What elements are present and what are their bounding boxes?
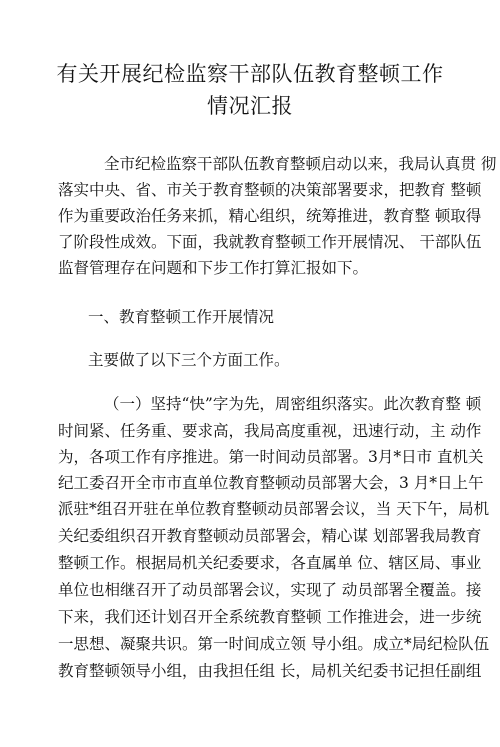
paragraph-line: （一）坚持“快”字为先，周密组织落实。此次教育整 顿 <box>104 395 482 413</box>
paragraph-line: 时间紧、任务重、要求高，我局高度重视，迅速行动，主 动作 <box>58 422 482 440</box>
section-summary: 主要做了以下三个方面工作。 <box>88 351 290 369</box>
paragraph-line: 整顿工作。根据局机关纪委要求，各直属单 位、辖区局、事业 <box>58 554 482 572</box>
paragraph-line: 了阶段性成效。下面，我就教育整顿工作开展情况、 干部队伍 <box>58 233 482 251</box>
paragraph-line: 监督管理存在问题和下步工作打算汇报如下。 <box>58 259 369 277</box>
paragraph-line: 全市纪检监察干部队伍教育整顿启动以来，我局认真贯 彻 <box>104 155 497 173</box>
paragraph-line: 落实中央、省、市关于教育整顿的决策部署要求，把教育 整顿 <box>58 181 482 199</box>
paragraph-line: 单位也相继召开了动员部署会议，实现了 动员部署全覆盖。接 <box>58 581 482 599</box>
section-heading: 一、教育整顿工作开展情况 <box>88 308 275 326</box>
paragraph-line: 下来，我们还计划召开全系统教育整顿 工作推进会，进一步统 <box>58 608 482 626</box>
paragraph-line: 作为重要政治任务来抓，精心组织，统筹推进，教育整 顿取得 <box>58 207 482 225</box>
document-title-line-2: 情况汇报 <box>207 94 293 118</box>
paragraph-line: 为，各项工作有序推进。第一时间动员部署。3月*日市 直机关 <box>58 448 484 466</box>
paragraph-line: 教育整顿领导小组，由我担任组 长，局机关纪委书记担任副组 <box>58 662 482 680</box>
paragraph-line: 关纪委组织召开教育整顿动员部署会，精心谋 划部署我局教育 <box>58 527 482 545</box>
paragraph-line: 一思想、凝聚共识。第一时间成立领 导小组。成立*局纪检队伍 <box>58 635 490 653</box>
paragraph-line: 派驻*组召开驻在单位教育整顿动员部署会议，当 天下午，局机 <box>58 500 490 518</box>
document-title-line-1: 有关开展纪检监察干部队伍教育整顿工作 <box>56 62 444 86</box>
paragraph-line: 纪工委召开全市市直单位教育整顿动员部署大会，3 月*日上午 <box>58 474 484 492</box>
